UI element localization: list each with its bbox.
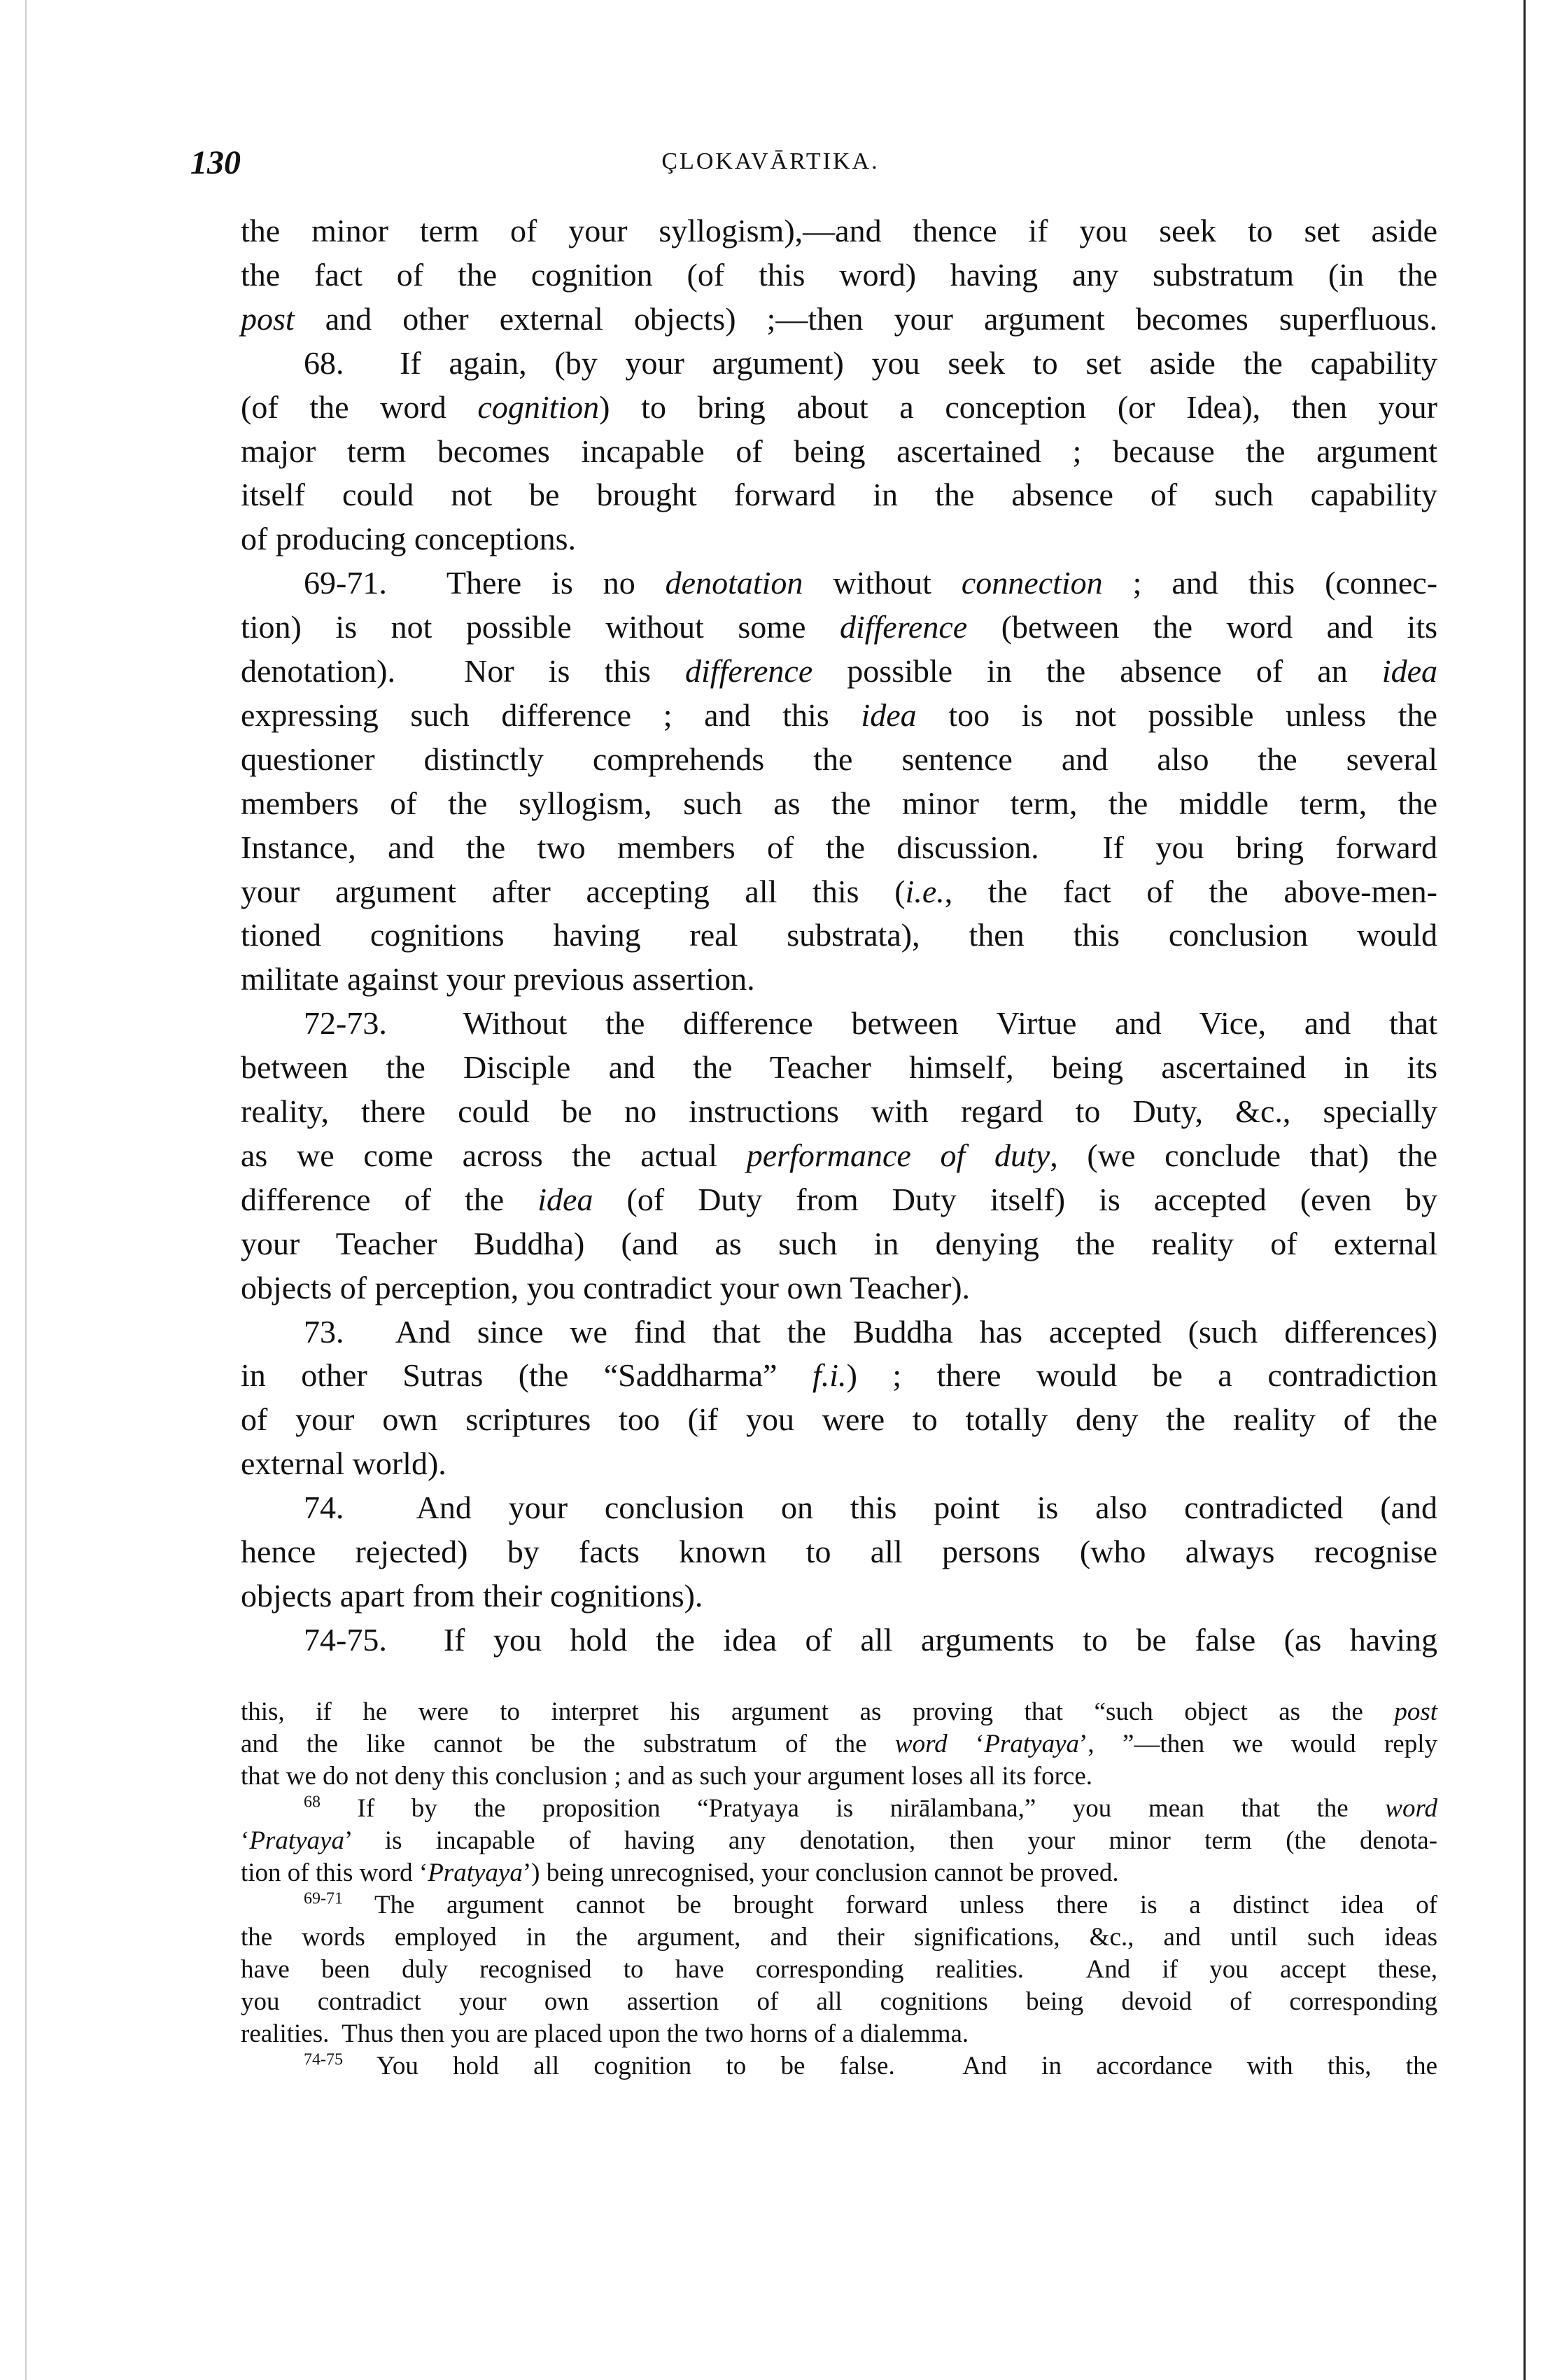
text-run: tion of this word ‘	[241, 1858, 428, 1887]
text-run: Instance, and the two members of the discussion. If you bring forward	[241, 829, 1437, 865]
text-run: your Teacher Buddha) (and as such in denying the reality of external	[241, 1225, 1437, 1261]
text-run: external world).	[241, 1446, 446, 1482]
italic-text: cognition	[477, 388, 600, 425]
text-run: members of the syllogism, such as the minor term, the middle term, the	[241, 785, 1437, 821]
text-line	[241, 608, 1437, 647]
text-run: of your own scriptures too (if you were to totally deny the reality of the	[241, 1401, 1437, 1438]
text-run: as we come across the actual	[241, 1137, 747, 1173]
italic-text: performance of duty	[746, 1137, 1050, 1173]
scan-right-edge-line	[1524, 0, 1526, 2380]
text-run: between the Disciple and the Teacher himself, being ascertained in its	[241, 1049, 1437, 1086]
text-run: 73. And since we find that the Buddha has accepted (such differences)	[304, 1313, 1437, 1350]
text-run: (of Duty from Duty itself) is accepted (even by	[593, 1181, 1437, 1217]
text-run: ‘	[241, 1826, 250, 1855]
text-run: (of the word	[241, 388, 478, 425]
text-run: denotation). Nor is this	[241, 653, 686, 689]
footnote-marker: 69-71	[304, 1889, 343, 1908]
italic-text: i.e.	[905, 873, 945, 909]
text-run: The argument cannot be brought forward unless there is a distinct idea of	[343, 1891, 1437, 1919]
footnote-line	[241, 1987, 1437, 2017]
text-run: ‘	[947, 1730, 985, 1758]
text-line	[241, 1312, 1437, 1352]
footnote-line	[241, 1697, 1437, 1728]
footnote-line	[241, 1858, 1437, 1889]
text-run: ) to bring about a conception (or Idea), then your	[599, 388, 1437, 425]
text-run: ’) being unrecognised, your conclusion cannot be proved.	[522, 1858, 1119, 1887]
italic-text: connection	[961, 565, 1103, 601]
text-line	[241, 1092, 1437, 1131]
footnote-line	[241, 1890, 1437, 1921]
italic-text: denotation	[665, 565, 803, 601]
text-run: of producing conceptions.	[241, 521, 577, 557]
text-run: , (we conclude that) the	[1050, 1137, 1437, 1173]
scan-left-margin-line	[25, 0, 27, 2380]
text-run: have been duly recognised to have corresponding realities. And if you accept these,	[241, 1955, 1437, 1984]
italic-text: Pratyaya	[428, 1858, 523, 1887]
footnote-line	[241, 1826, 1437, 1856]
text-run: without	[803, 565, 962, 601]
text-line	[241, 1400, 1437, 1439]
text-line	[241, 828, 1437, 867]
footnote-line	[241, 2051, 1437, 2082]
footnote-line	[241, 1729, 1437, 1760]
text-run: reality, there could be no instructions with regard to Duty, &c., specially	[241, 1093, 1437, 1129]
footnote-line	[241, 2019, 1437, 2050]
italic-text: idea	[537, 1181, 593, 1217]
text-line	[241, 784, 1437, 823]
text-line	[241, 344, 1437, 383]
italic-text: difference	[685, 653, 813, 689]
italic-text: post	[241, 300, 295, 337]
text-run: 74. And your conclusion on this point is also contradicted (and	[304, 1490, 1437, 1526]
text-run: objects apart from their cognitions).	[241, 1577, 703, 1614]
text-run: and the like cannot be the substratum of the	[241, 1730, 895, 1758]
italic-text: Pratyaya	[984, 1730, 1079, 1758]
text-run: expressing such difference ; and this	[241, 696, 861, 733]
text-run: the words employed in the argument, and their significations, &c., and until such ideas	[241, 1923, 1437, 1952]
text-run: ’ is incapable of having any denotation, then your minor term (the denota-	[344, 1826, 1437, 1855]
text-line	[241, 1356, 1437, 1395]
text-line	[241, 1268, 1437, 1308]
text-line	[241, 1444, 1437, 1483]
italic-text: difference	[839, 609, 968, 645]
footnote-line	[241, 1922, 1437, 1953]
page-number: 130	[190, 144, 241, 181]
text-line	[241, 432, 1437, 471]
text-line	[241, 519, 1437, 559]
text-line	[241, 255, 1437, 295]
text-run: too is not possible unless the	[916, 696, 1437, 733]
text-line	[241, 300, 1437, 339]
text-run: your argument after accepting all this (	[241, 873, 906, 909]
text-run: difference of the	[241, 1181, 538, 1217]
text-line	[241, 1136, 1437, 1175]
text-run: you contradict your own assertion of all cognitions being devoid of corresponding	[241, 1987, 1437, 2016]
text-line	[241, 1488, 1437, 1527]
text-run: and other external objects) ;—then your argument becomes superfluous.	[294, 300, 1437, 337]
text-run: this, if he were to interpret his argument as proving that “such object as the	[241, 1698, 1395, 1726]
text-line	[241, 1004, 1437, 1043]
text-line	[241, 960, 1437, 999]
text-line	[241, 872, 1437, 911]
text-line	[241, 1180, 1437, 1219]
text-run: major term becomes incapable of being ascertained ; because the argument	[241, 433, 1437, 469]
footnote-marker: 68	[304, 1793, 321, 1812]
italic-text: post	[1394, 1698, 1437, 1726]
text-line	[241, 1224, 1437, 1264]
text-run: tion) is not possible without some	[241, 609, 840, 645]
italic-text: word	[894, 1730, 948, 1758]
footnote-line	[241, 1793, 1437, 1824]
footnote-line	[241, 1761, 1437, 1792]
italic-text: idea	[1381, 653, 1437, 689]
text-line	[241, 652, 1437, 691]
text-run: itself could not be brought forward in the absence of such capability	[241, 477, 1437, 513]
italic-text: Pratyaya	[249, 1826, 344, 1855]
text-run: 74-75. If you hold the idea of all arguments to be false (as having	[304, 1621, 1437, 1658]
text-line	[241, 388, 1437, 427]
text-run: ) ; there would be a contradiction	[846, 1357, 1438, 1394]
text-run: that we do not deny this conclusion ; and as such your argument loses all its force.	[241, 1762, 1092, 1791]
text-run: objects of perception, you contradict your own Teacher).	[241, 1269, 971, 1306]
text-run: militate against your previous assertion.	[241, 961, 755, 997]
text-run: questioner distinctly comprehends the sentence and also the several	[241, 741, 1437, 777]
text-run: the minor term of your syllogism),—and thence if you seek to set aside	[241, 213, 1437, 248]
text-line	[241, 475, 1437, 514]
text-run: If by the proposition “Pratyaya is nirālambana,” you mean that the	[321, 1794, 1386, 1823]
text-line	[241, 696, 1437, 735]
text-run: , the fact of the above-men-	[944, 873, 1437, 909]
footnote-marker: 74-75	[304, 2050, 343, 2069]
text-line	[241, 740, 1437, 779]
italic-text: word	[1385, 1794, 1437, 1823]
text-run: ; and this (connec-	[1102, 565, 1438, 601]
italic-text: f.i.	[812, 1357, 847, 1394]
text-line	[241, 1048, 1437, 1087]
text-run: realities. Thus then you are placed upon the two horns of a dialemma.	[241, 2019, 969, 2048]
italic-text: idea	[861, 696, 917, 733]
text-run: 68. If again, (by your argument) you seek to set aside the capability	[304, 344, 1437, 381]
footnote-line	[241, 1954, 1437, 1985]
text-run: 69-71. There is no	[304, 565, 666, 601]
text-run: hence rejected) by facts known to all persons (who always recognise	[241, 1534, 1437, 1569]
text-run: tioned cognitions having real substrata), then this conclusion would	[241, 917, 1437, 953]
text-line	[241, 211, 1437, 251]
running-title: ÇLOKAVĀRTIKA.	[661, 148, 880, 174]
text-line	[241, 916, 1437, 955]
text-run: 72-73. Without the difference between Virtue and Vice, and that	[304, 1005, 1437, 1042]
text-run: You hold all cognition to be false. And in accordance with this, the	[343, 2052, 1437, 2080]
text-run: in other Sutras (the “Saddharma”	[241, 1357, 812, 1394]
text-run: the fact of the cognition (of this word) having any substratum (in the	[241, 256, 1437, 293]
text-line	[241, 1532, 1437, 1572]
text-run: possible in the absence of an	[812, 653, 1382, 689]
text-line	[241, 564, 1437, 603]
text-line	[241, 1620, 1437, 1660]
text-run: ’, ”—then we would reply	[1079, 1730, 1437, 1758]
text-line	[241, 1576, 1437, 1616]
text-run: (between the word and its	[967, 609, 1438, 645]
